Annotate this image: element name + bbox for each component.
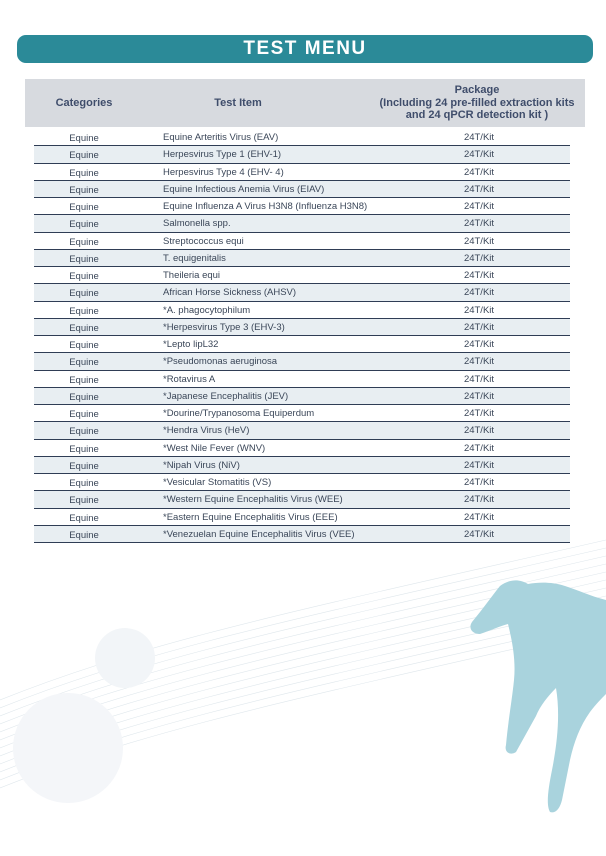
row-category: Equine — [69, 426, 99, 438]
table-row — [34, 353, 570, 370]
row-category: Equine — [69, 460, 99, 472]
row-package: 24T/Kit — [463, 477, 495, 488]
row-category: Equine — [69, 529, 99, 541]
row-test-item: Equine Infectious Anemia Virus (EIAV) — [163, 183, 325, 195]
table-row — [34, 371, 570, 388]
row-category: Equine — [69, 322, 99, 334]
row-package: 24T/Kit — [463, 528, 495, 540]
row-test-item: *Herpesvirus Type 3 (EHV-3) — [163, 321, 285, 333]
row-package: 24T/Kit — [463, 218, 495, 230]
row-package: 24T/Kit — [463, 390, 495, 402]
row-test-item: *West Nile Fever (WNV) — [163, 442, 266, 454]
row-test-item: African Horse Sickness (AHSV) — [163, 287, 297, 299]
row-category: Equine — [69, 236, 99, 248]
row-category: Equine — [69, 288, 99, 300]
title-banner — [17, 35, 593, 63]
row-category: Equine — [69, 478, 99, 489]
row-category: Equine — [69, 305, 99, 317]
row-package: 24T/Kit — [463, 373, 495, 385]
table-row — [34, 146, 570, 163]
table-row — [34, 405, 570, 422]
row-test-item: *Dourine/Trypanosoma Equiperdum — [163, 408, 315, 419]
row-category: Equine — [69, 167, 99, 179]
row-category: Equine — [69, 443, 99, 455]
row-test-item: Herpesvirus Type 1 (EHV-1) — [163, 149, 282, 161]
row-category: Equine — [69, 512, 99, 524]
table-row — [34, 388, 570, 405]
table-row — [34, 509, 570, 526]
row-package: 24T/Kit — [463, 425, 495, 437]
header-package-line2: (Including 24 pre-filled extraction kits — [379, 96, 575, 109]
row-test-item: Equine Arteritis Virus (EAV) — [163, 132, 279, 143]
row-package: 24T/Kit — [463, 459, 495, 471]
row-package: 24T/Kit — [463, 270, 495, 281]
row-test-item: *Vesicular Stomatitis (VS) — [163, 477, 272, 488]
row-test-item: Theileria equi — [163, 270, 221, 281]
row-category: Equine — [69, 409, 99, 420]
table-row — [34, 284, 570, 301]
row-package: 24T/Kit — [463, 201, 495, 212]
row-category: Equine — [69, 374, 99, 386]
table-row — [34, 440, 570, 457]
row-test-item: *Eastern Equine Encephalitis Virus (EEE) — [163, 511, 338, 523]
table-row — [34, 250, 570, 267]
table-row — [34, 336, 570, 353]
table-row — [34, 474, 570, 491]
table-row — [34, 215, 570, 232]
page-title: TEST MENU — [243, 38, 367, 59]
table-row — [34, 267, 570, 284]
table-row — [34, 164, 570, 181]
row-package: 24T/Kit — [463, 304, 495, 316]
table-row — [34, 526, 570, 543]
row-category: Equine — [69, 219, 99, 231]
header-package-line1: Package — [454, 84, 500, 96]
row-test-item: T. equigenitalis — [163, 252, 226, 264]
row-test-item: Equine Influenza A Virus H3N8 (Influenza H3N8) — [163, 201, 368, 212]
row-package: 24T/Kit — [463, 149, 495, 161]
decor-circle-small — [95, 628, 155, 688]
row-category: Equine — [69, 202, 99, 213]
row-test-item: *Pseudomonas aeruginosa — [163, 356, 278, 368]
row-test-item: *Venezuelan Equine Encephalitis Virus (VEE) — [163, 528, 355, 540]
row-package: 24T/Kit — [463, 408, 495, 419]
test-menu-table — [34, 129, 570, 543]
row-category: Equine — [69, 391, 99, 403]
row-category: Equine — [69, 150, 99, 162]
row-category: Equine — [69, 271, 99, 282]
row-category: Equine — [69, 253, 99, 265]
row-category: Equine — [69, 133, 99, 144]
table-row — [34, 233, 570, 250]
row-package: 24T/Kit — [463, 235, 495, 247]
row-package: 24T/Kit — [463, 321, 495, 333]
row-package: 24T/Kit — [463, 166, 495, 178]
row-package: 24T/Kit — [463, 356, 495, 368]
table-row — [34, 491, 570, 508]
row-category: Equine — [69, 357, 99, 369]
header-package — [377, 84, 577, 122]
row-test-item: *A. phagocytophilum — [163, 304, 251, 316]
row-test-item: Herpesvirus Type 4 (EHV- 4) — [163, 166, 284, 178]
row-package: 24T/Kit — [463, 511, 495, 523]
row-test-item: *Rotavirus A — [163, 373, 216, 385]
decor-circle-large — [13, 693, 123, 803]
table-header — [25, 79, 585, 127]
row-test-item: *Lepto lipL32 — [163, 339, 219, 350]
row-package: 24T/Kit — [463, 339, 495, 350]
row-test-item: *Western Equine Encephalitis Virus (WEE) — [163, 494, 343, 506]
table-row — [34, 319, 570, 336]
row-category: Equine — [69, 495, 99, 507]
row-test-item: Streptococcus equi — [163, 235, 244, 247]
row-category: Equine — [69, 340, 99, 351]
horse-silhouette-icon — [470, 580, 606, 812]
row-package: 24T/Kit — [463, 287, 495, 299]
row-test-item: *Hendra Virus (HeV) — [163, 425, 250, 437]
row-package: 24T/Kit — [463, 442, 495, 454]
row-package: 24T/Kit — [463, 494, 495, 506]
table-row — [34, 422, 570, 439]
table-row — [34, 129, 570, 146]
row-test-item: *Nipah Virus (NiV) — [163, 459, 240, 471]
header-categories: Categories — [55, 97, 113, 109]
row-test-item: *Japanese Encephalitis (JEV) — [163, 390, 289, 402]
table-row — [34, 457, 570, 474]
row-package: 24T/Kit — [463, 132, 495, 143]
row-package: 24T/Kit — [463, 183, 495, 195]
row-test-item: Salmonella spp. — [163, 218, 231, 230]
header-test-item: Test Item — [214, 97, 262, 109]
table-row — [34, 198, 570, 215]
table-row — [34, 302, 570, 319]
row-category: Equine — [69, 184, 99, 196]
header-package-line3: and 24 qPCR detection kit ) — [405, 109, 549, 122]
table-row — [34, 181, 570, 198]
row-package: 24T/Kit — [463, 252, 495, 264]
